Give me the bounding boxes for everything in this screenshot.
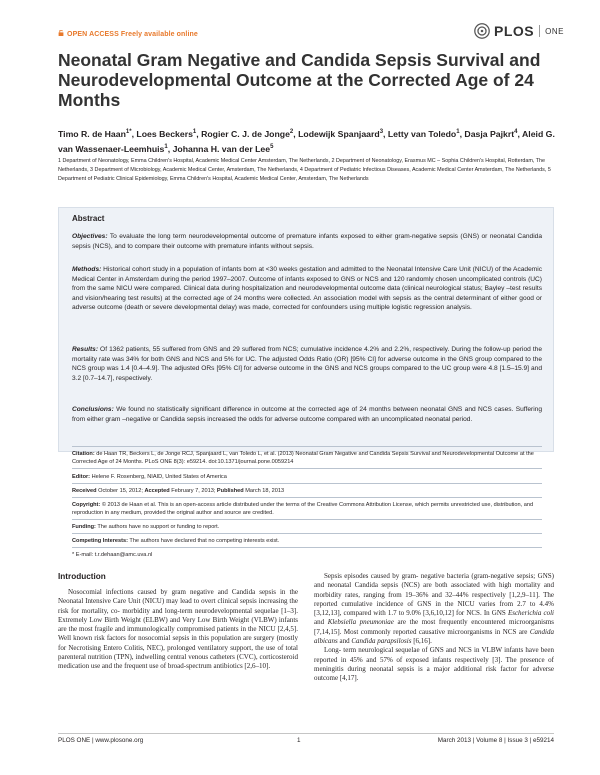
author: Johanna H. van der Lee [172,143,271,154]
author: Rogier C. J. de Jonge [201,128,290,139]
intro-paragraph: Sepsis episodes caused by gram- negative bacteria (gram-negative sepsis; GNS) and neonatal Candida sepsis (NCS) are both associated with high mortality and morbidity rates, ranging from 19–36% and 32–44% respectively [1,2,9–11]. The reported cumulative incidence of GNS in the NICU varies from 2.7 to 4.4% [3,12,13], compared with 1.7 to 9.0% [3,6,10,12] for NCS. In GNS Escherichia coli and Klebsiella pneumoniae are the most frequently encountered microorganisms [7,14,15]. Most commonly reported causative microorganisms in NCS are Candida albicans and Candida parapsilosis [6,16]. [314,572,554,646]
intro-paragraph: Long- term neurological sequelae of GNS and NCS in VLBW infants have been reported in 45% and 57% of exposed infants respectively [3]. The presence of meningitis during neonatal sepsis is a major additional risk factor for adverse outcome [4,17]. [314,646,554,683]
copyright: Copyright: © 2013 de Haan et al. This is an open-access article distributed under the terms of the Creative Commons Attribution License, which permits unrestricted use, distribution, and reproduction in any medium, provided the original author and source are credited. [72,502,534,516]
paper-title: Neonatal Gram Negative and Candida Sepsis Survival and Neurodevelopmental Outcome at the Corrected Age of 24 Months [58,50,541,110]
intro-column-2 [314,572,554,684]
footer-issue: March 2013 | Volume 8 | Issue 3 | e59214 [437,737,554,744]
open-lock-icon [58,30,64,36]
abstract-heading: Abstract [72,214,105,223]
journal-sub: ONE [545,26,564,36]
abstract-conclusions: Conclusions: We found no statistically significant difference in outcome at the corrected age of 24 months between neonatal GNS and NCS cases. Suffering from either gram –negative or Candida sepsis increased the odds for adverse outcome compared with an uncomplicated neonatal period. [72,406,542,423]
intro-paragraph: Nosocomial infections caused by gram negative and Candida sepsis in the Neonatal Intensive Care Unit (NICU) may lead to overt clinical sepsis increasing the risk for mortality, co- morbidity and long-term neurodevelopmental sequelae [1–3]. Extremely Low Birth Weight (ELBW) and Very Low Birth Weight (VLBW) infants are the most fragile and immunologically compromised patients in the NICU [2,4,5]. Well known risk factors for nosocomial sepsis in this population are surgery (mostly for Necrotising Entero Colitis, NEC), prolonged ventilatory support, the use of total parenteral nutrition (TPN), indwelling central venous catheters (CVC), corticosteroid medication use and the frequent use of broad-spectrum antibiotics [2,6–10]. [58,588,298,671]
email: * E-mail: t.r.dehaan@amc.uva.nl [72,552,153,558]
author: Timo R. de Haan [58,128,126,139]
footer-journal: PLOS ONE | www.plosone.org [58,737,144,744]
author: Loes Beckers [136,128,193,139]
abstract-methods: Methods: Historical cohort study in a population of infants born at <30 weeks gestation and admitted to the Neonatal Intensive Care Unit (NICU) of the Academic Medical Center in Amsterdam during the period 1997–2007. Outcome of infants exposed to GNS or NCS and 120 randomly chosen uncomplicated controls (UC) from the same NICU were compared. Clinical data during hospitalization and neurodevelopmental outcome data (clinical neurological status; Bayley –test results and vision/hearing test results) at the corrected age of 24 months were collected. An association model with sepsis as the central determinant of either good or adverse outcome (death or severe developmental delay) was made, corrected for confounders using multiple logistic regression analysis. [72,266,542,311]
introduction-heading: Introduction [58,572,106,581]
citation: Citation: de Haan TR, Beckers L, de Jonge RCJ, Spanjaard L, van Toledo L, et al. (2013) Neonatal Gram Negative and Candida Sepsis Survival and Neurodevelopmental Outcome at the Corrected Age of 24 Months. PLoS ONE 8(3): e59214. doi:10.1371/journal.pone.0059214 [72,451,534,465]
author: Letty van Toledo [387,128,457,139]
author-list: Timo R. de Haan$^{1*}$, Loes Beckers$^1$, Rogier C. J. de Jonge$^2$, Lodewijk Spanjaard$^3$, Letty van Toledo$^1$, Dasja Pajkrt$^4$, Aleid G. van Wassenaer-Leemhuis$^1$, Johanna H. van der Lee$^5$ [58,128,555,154]
competing-interests: Competing Interests: The authors have declared that no competing interests exist. [72,538,280,544]
intro-column-1 [58,588,298,672]
plos-logo-icon [473,22,491,40]
abstract-results: Results: Of 1362 patients, 55 suffered from GNS and 29 suffered from NCS; cumulative incidence 4.2% and 2.2%, respectively. During the follow-up period the mortality rate was 34% for both GNS and NCS and 5% for UC. The adjusted Odds Ratio (OR) [95% CI] for adverse outcome in the GNS group compared to the NCS group was 1.4 [0.4–4.9]. The adjusted ORs [95% CI] for adverse outcome in the GNS and NCS groups compared to the UC group were 4.8 [1.5–15.9] and 3.2 [0.7–14.7], respectively. [72,346,542,382]
dates: Received October 15, 2012; Accepted February 7, 2013; Published March 18, 2013 [72,488,285,494]
affiliations: 1 Department of Neonatology, Emma Children's Hospital, Academic Medical Center Amsterdam, The Netherlands, 2 Department of Neonatology, Erasmus MC – Sophia Children's Hospital, Rotterdam, The Netherlands, 3 Department of Microbiology, Academic Medical Center, Amsterdam, The Netherlands, 4 Department of Pediatric Infectious Diseases, Academic Medical Center Amsterdam, The Netherlands, 5 Department of Pediatric Clinical Epidemiology, Emma Children's Hospital, Academic Medical Center, Amsterdam, The Netherlands [58,158,551,182]
editor: Editor: Helene F. Rosenberg, NIAID, United States of America [72,474,227,480]
abstract-objectives: Objectives: To evaluate the long term neurodevelopmental outcome of premature infants exposed to either gram-negative sepsis (GNS) or neonatal Candida sepsis (NCS), and to compare their outcome with premature infants without sepsis. [72,233,542,250]
author: Aleid G. van Wassenaer-Leemhuis [58,128,555,154]
author: Lodewijk Spanjaard [298,128,380,139]
open-access-text: OPEN ACCESS Freely available online [67,31,198,38]
author: Dasja Pajkrt [464,128,515,139]
funding: Funding: The authors have no support or funding to report. [72,524,220,530]
journal-logo [473,22,564,40]
footer-page-number: 1 [297,737,301,744]
journal-brand: PLOS [494,23,535,39]
open-access-badge [58,30,198,38]
